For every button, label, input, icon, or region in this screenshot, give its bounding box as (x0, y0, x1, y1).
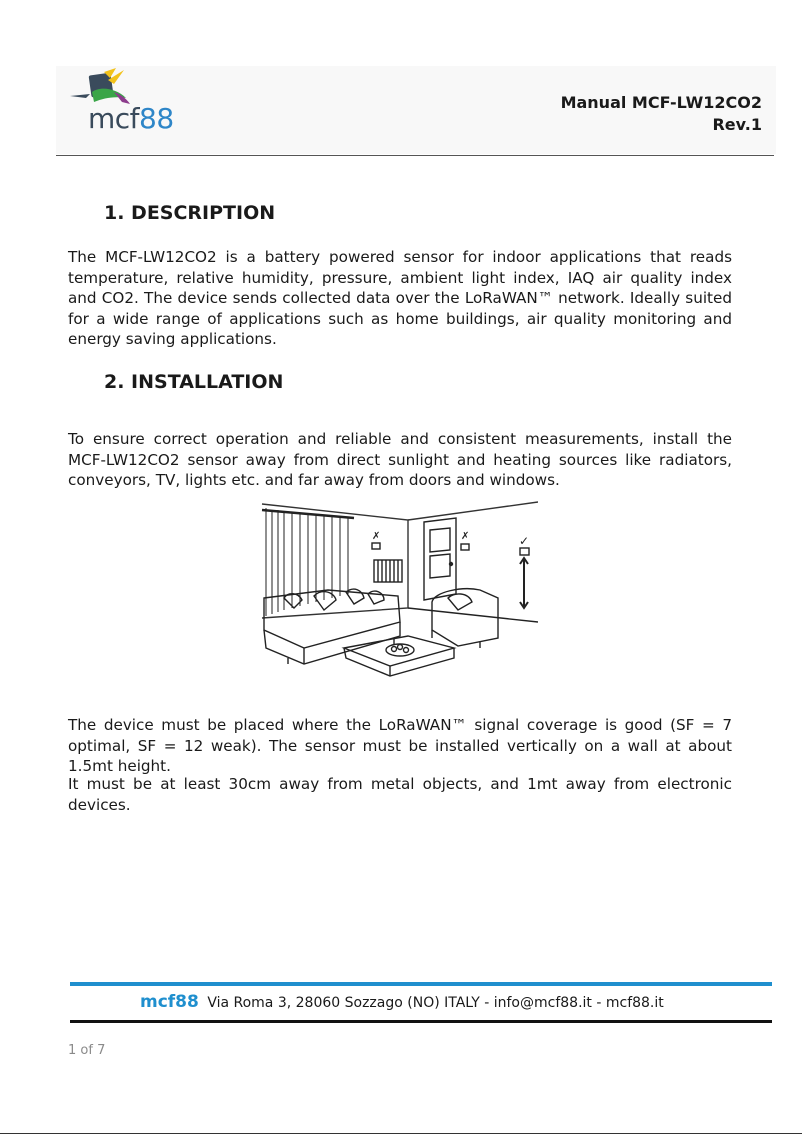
page-bottom-edge (0, 1133, 802, 1134)
door-icon (424, 518, 456, 600)
room-placement-illustration (258, 498, 538, 694)
radiator-icon (374, 560, 402, 582)
footer-address: Via Roma 3, 28060 Sozzago (NO) ITALY - info@mcf88.it - mcf88.it (207, 995, 664, 1011)
installation-heading: 2. INSTALLATION (104, 371, 284, 393)
correct-mark-icon: ✓ (519, 534, 530, 548)
footer-divider (70, 1020, 772, 1023)
curtain-icon (262, 508, 354, 616)
coffee-table-icon (344, 636, 454, 676)
header-divider (56, 155, 774, 156)
mcf88-logo-text: mcf88 (88, 102, 174, 135)
document-title-line: Manual MCF-LW12CO2 (560, 93, 762, 112)
description-body: The MCF-LW12CO2 is a battery powered sensor for indoor applications that reads temperature, relative humidity, pressure, ambient light index, IAQ air quality index and CO2. The device sends collected data over the LoRaWAN™ network. Ideally suited for a wide range of applications such as home buildings, air quality monitoring and energy saving applications. (68, 248, 732, 348)
footer-brand: mcf88 (140, 992, 199, 1012)
wrong-mark-icon: ✗ (461, 531, 470, 542)
description-heading: 1. DESCRIPTION (104, 202, 276, 224)
sensor-correct-position (520, 548, 529, 555)
sensor-wrong-position-2 (461, 544, 469, 550)
armchair-icon (432, 589, 498, 648)
height-arrow-icon (520, 558, 528, 608)
document-revision: Rev.1 (712, 115, 762, 134)
footer-contact (140, 992, 664, 1012)
installation-placement: The device must be placed where the LoRaWAN™ signal coverage is good (SF = 7 optimal, SF = 12 weak). The sensor must be installed vertically on a wall at about 1.5mt height. (68, 716, 732, 775)
page-number: 1 of 7 (68, 1043, 106, 1058)
installation-distance: It must be at least 30cm away from metal objects, and 1mt away from electronic devices. (68, 775, 732, 814)
wrong-mark-icon: ✗ (372, 531, 381, 542)
installation-intro: To ensure correct operation and reliable and consistent measurements, install the MCF-LW12CO2 sensor away from direct sunlight and heating sources like radiators, conveyors, TV, lights etc. and far away from doors and windows. (68, 430, 732, 489)
footer-accent-rule (70, 982, 772, 986)
document-title (561, 92, 762, 136)
sensor-wrong-position-1 (372, 543, 380, 549)
